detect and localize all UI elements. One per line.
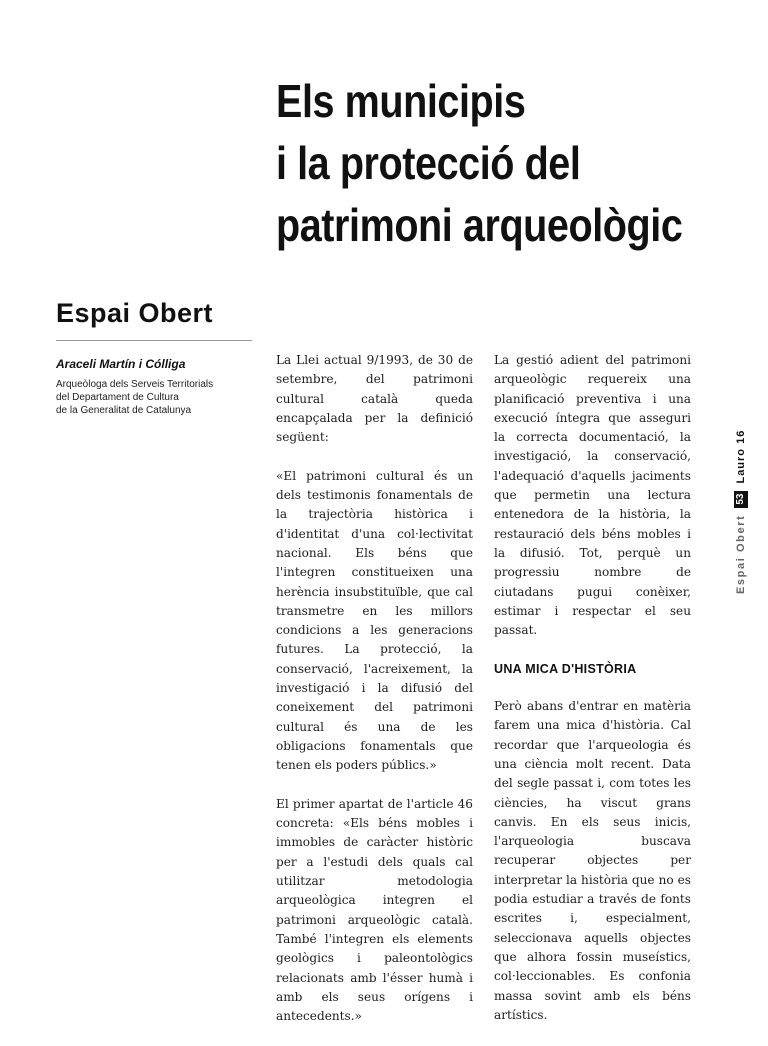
affiliation-line: Arqueòloga dels Serveis Territorials [56, 379, 214, 390]
journal-issue: Lauro 16 [735, 429, 747, 484]
text-column-left [276, 351, 473, 1046]
title-line: patrimoni arqueològic [276, 199, 683, 251]
paragraph: La Llei actual 9/1993, de 30 de setembre, del patrimoni cultural català queda encapçalada per la definició següent: [276, 353, 473, 445]
title-line: i la protecció del [276, 137, 581, 189]
paragraph: La gestió adient del patrimoni arqueològic requereix una planificació preventiva i una execució íntegra que asseguri la correcta documentació, la investigació, la conservació, l'adequació d'aquells jaciments que permetin una lectura entenedora de la història, la restauració dels béns mobles i la difusió. Tot, perquè un progressiu nombre de ciutadans pugui conèixer, estimar i respectar el seu passat. [494, 353, 691, 638]
article-title [276, 70, 689, 256]
text-column-right [494, 351, 691, 1044]
affiliation-line: del Departament de Cultura [56, 392, 179, 403]
section-divider [56, 340, 252, 341]
title-line: Els municipis [276, 75, 526, 127]
author-name: Araceli Martín i Cólliga [56, 357, 186, 371]
running-footer-vertical [734, 430, 748, 594]
section-label: Espai Obert [56, 298, 214, 328]
paragraph: Però abans d'entrar en matèria farem una mica d'història. Cal recordar que l'arqueologia és una ciència molt recent. Data del segle passat i, com totes les ciències, ha viscut grans canvis. En els seus inicis, l'arqueologia buscava recuperar objectes per interpretar la història que no es podia estudiar a través de fonts escrites i, especialment, seleccionava aquells objectes que alhora fossin museístics, col·leccionables. Es confonia massa sovint amb els béns artístics. [494, 699, 691, 1022]
affiliation-line: de la Generalitat de Catalunya [56, 405, 192, 416]
subheading: UNA MICA D'HISTÒRIA [494, 661, 637, 676]
running-section: Espai Obert [735, 514, 747, 594]
author-affiliation [56, 378, 256, 417]
page-number: 53 [734, 491, 748, 508]
paragraph-quote: «El patrimoni cultural és un dels testimonis fonamentals de la trajectòria històrica i d'identitat d'una col·lectivitat nacional. Els béns que l'integren constitueixen una herència insubstituïble, que cal transmetre en les millors condicions a les generacions futures. La protecció, la conservació, l'acreixement, la investigació i la difusió del coneixement del patrimoni cultural és una de les obligacions fonamentals que tenen els poders públics.» [276, 468, 473, 773]
paragraph: El primer apartat de l'article 46 concreta: «Els béns mobles i immobles de caràcter històric per a l'estudi dels quals cal utilitzar metodologia arqueològica integren el patrimoni arqueològic català. També l'integren els elements geològics i paleontològics relacionats amb l'ésser humà i amb els seus orígens i antecedents.» [276, 796, 473, 1024]
